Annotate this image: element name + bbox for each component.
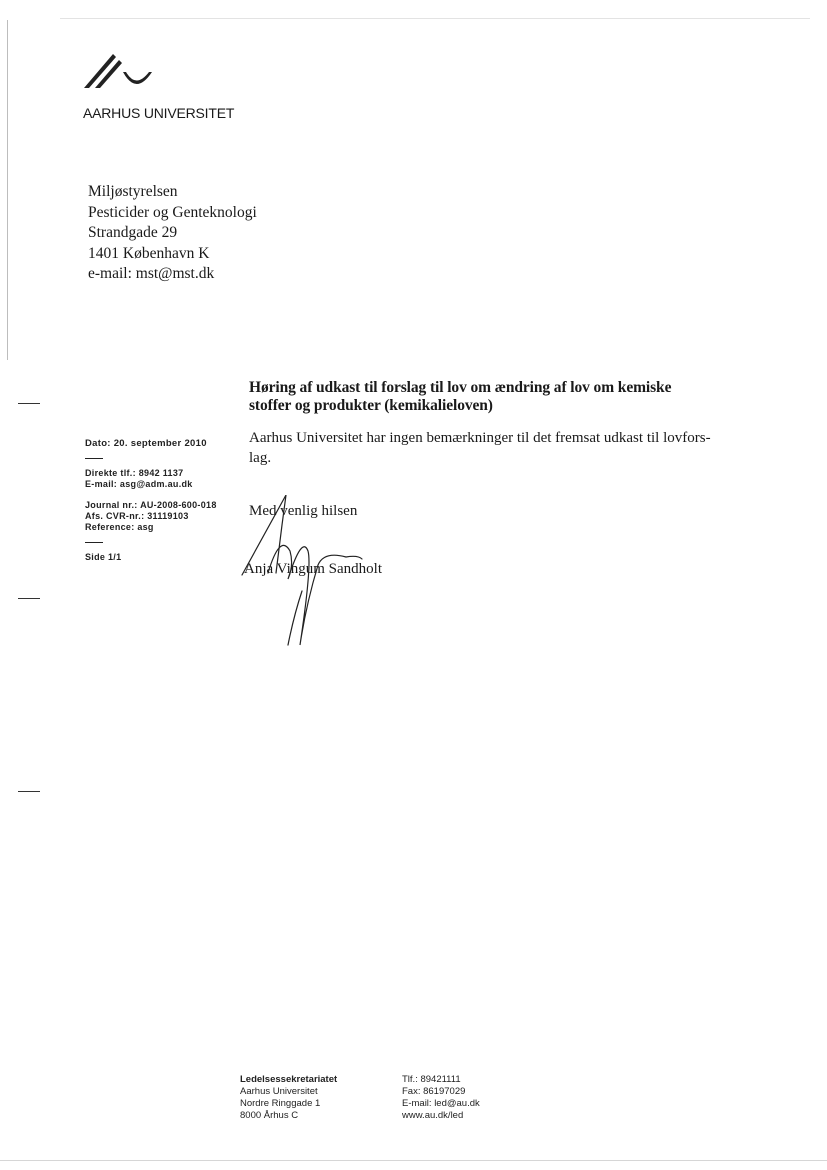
handwritten-signature xyxy=(236,495,376,660)
sender-email: E-mail: asg@adm.au.dk xyxy=(85,479,193,489)
body-line: Aarhus Universitet har ingen bemærkninger til det fremsat udkast til lovfors- xyxy=(249,430,711,446)
footer-department: Ledelsessekretariatet xyxy=(240,1074,338,1085)
scan-edge xyxy=(0,1160,827,1161)
recipient-line: Miljøstyrelsen xyxy=(88,183,178,200)
reference: Reference: asg xyxy=(85,522,154,532)
divider xyxy=(85,542,103,543)
fold-mark xyxy=(18,791,40,792)
footer-address xyxy=(240,1074,337,1122)
footer-line: Aarhus Universitet xyxy=(240,1086,318,1097)
recipient-address xyxy=(88,182,257,285)
footer-contact xyxy=(402,1074,480,1122)
footer-line: 8000 Århus C xyxy=(240,1110,299,1121)
scan-edge xyxy=(7,20,8,360)
page-number: Side 1/1 xyxy=(85,552,122,562)
recipient-email: e-mail: mst@mst.dk xyxy=(88,265,215,282)
direct-phone: Direkte tlf.: 8942 1137 xyxy=(85,468,184,478)
footer-line: Nordre Ringgade 1 xyxy=(240,1098,321,1109)
footer-website: www.au.dk/led xyxy=(402,1110,464,1121)
org-name: AARHUS UNIVERSITET xyxy=(83,105,235,121)
letter-date: Dato: 20. september 2010 xyxy=(85,438,207,449)
divider xyxy=(85,458,103,459)
recipient-line: 1401 København K xyxy=(88,244,210,262)
footer-email: E-mail: led@au.dk xyxy=(402,1098,480,1109)
letter-body xyxy=(249,428,739,468)
signer-name: Anja Vingum Sandholt xyxy=(244,561,382,577)
letter-meta xyxy=(85,438,217,563)
aarhus-university-logo-icon xyxy=(83,54,155,100)
recipient-line: Pesticider og Genteknologi xyxy=(88,203,257,221)
scan-edge xyxy=(60,18,810,19)
cvr-number: Afs. CVR-nr.: 31119103 xyxy=(85,511,189,521)
letter-subject xyxy=(249,379,749,415)
subject-line: stoffer og produkter (kemikalieloven) xyxy=(249,397,493,414)
footer-fax: Fax: 86197029 xyxy=(402,1086,466,1097)
recipient-line: Strandgade 29 xyxy=(88,224,178,241)
footer-phone: Tlf.: 89421111 xyxy=(402,1074,461,1085)
closing: Med venlig hilsen xyxy=(249,503,358,519)
subject-line: Høring af udkast til forslag til lov om ændring af lov om kemiske xyxy=(249,379,672,396)
fold-mark xyxy=(18,598,40,599)
fold-mark xyxy=(18,403,40,404)
journal-number: Journal nr.: AU-2008-600-018 xyxy=(85,500,217,510)
body-line: lag. xyxy=(249,450,272,466)
